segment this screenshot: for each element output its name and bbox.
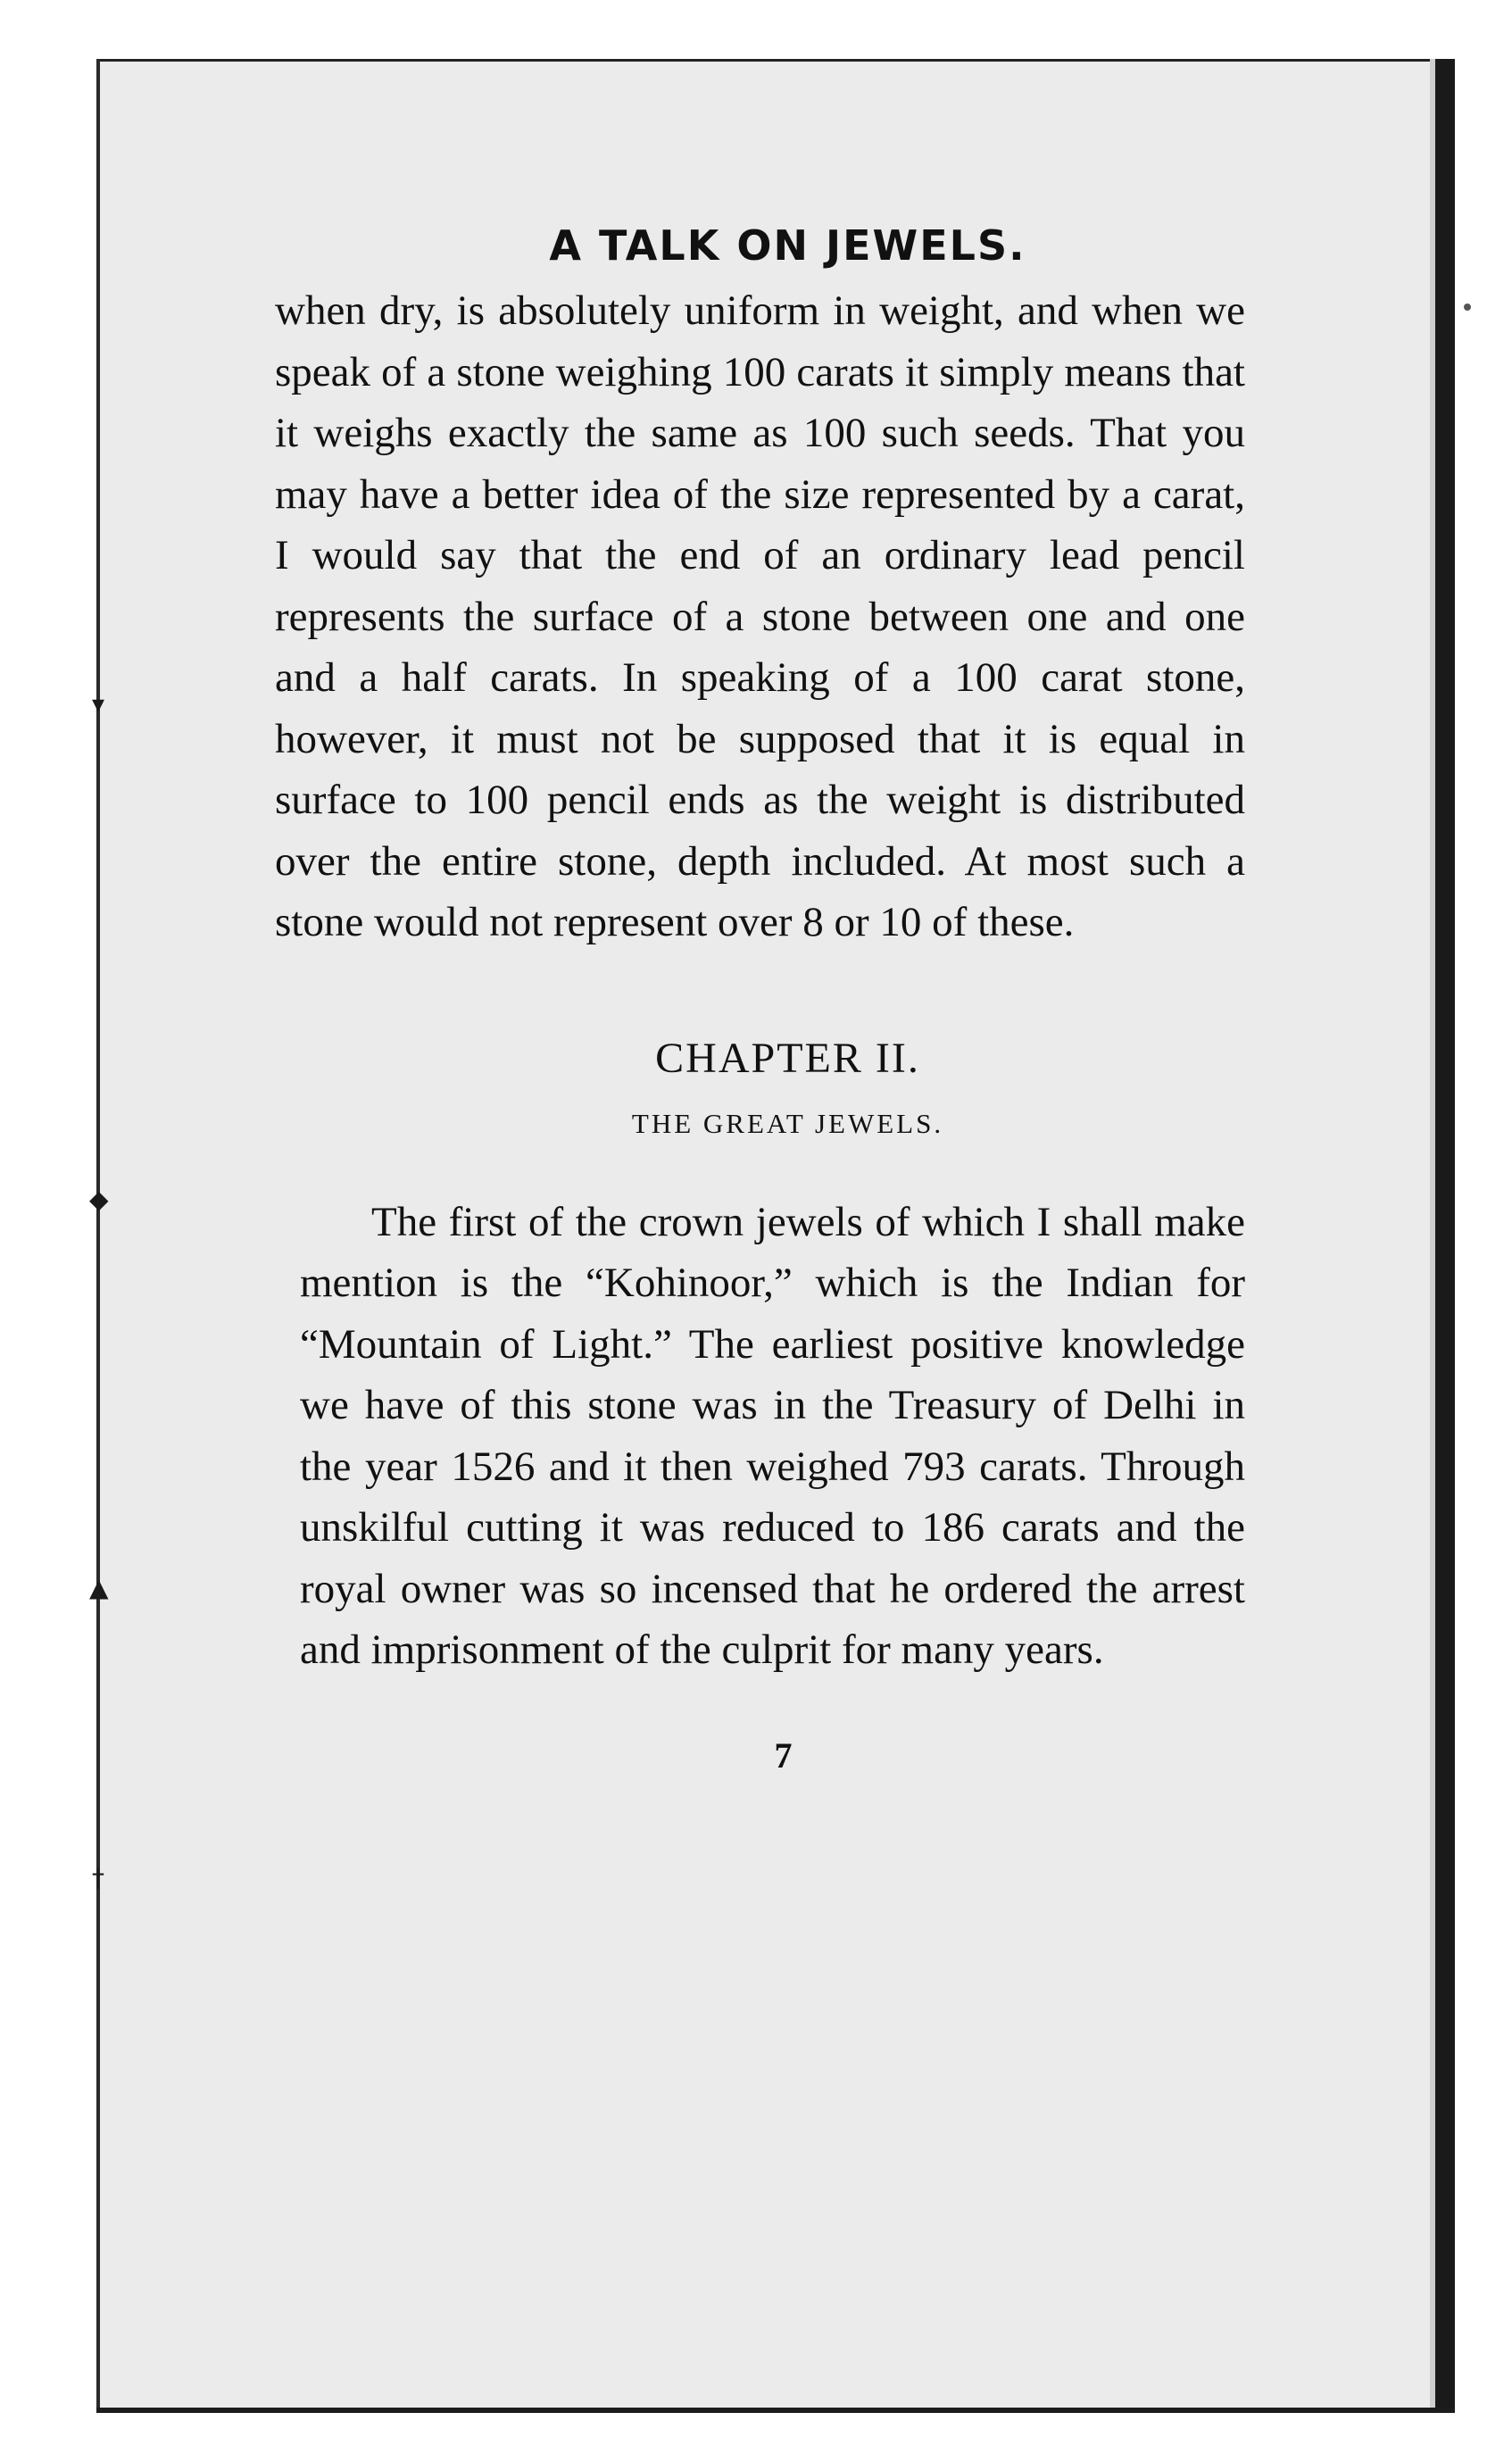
chapter-heading: CHAPTER II. xyxy=(655,1034,920,1082)
page-number: 7 xyxy=(774,1734,793,1776)
margin-mark-3: ▲ xyxy=(89,1573,109,1602)
margin-mark-1: ▾ xyxy=(91,689,105,719)
page-content xyxy=(268,205,1245,1776)
page-right-edge xyxy=(1430,59,1455,2411)
page-bottom-edge xyxy=(96,2408,1455,2413)
chapter-subtitle: THE GREAT JEWELS. xyxy=(631,1107,944,1139)
page-left-edge xyxy=(96,59,100,2411)
page-top-edge xyxy=(98,59,1433,62)
paragraph-chapter-opening: The first of the crown jewels of which I shall make mention is the “Kohinoor,” which is the Indian for “Mountain of Light.” The earliest positive knowledge we have of this stone was in the Treasury of Delhi in the year 1526 and it then weighed 793 carats. Through unskilful cutting it was reduced to 186 carats and the royal owner was so incensed that he ordered the arrest and imprisonment of the culprit for many years. xyxy=(300,1198,1245,1673)
running-head: A TALK ON JEWELS. xyxy=(549,221,1026,270)
margin-speck xyxy=(1464,304,1471,311)
margin-mark-4: † xyxy=(92,1863,104,1892)
margin-mark-2: ◆ xyxy=(89,1185,109,1214)
paragraph-continued: when dry, is absolutely uniform in weight, and when we speak of a stone weighing 100 carats it simply means that it weighs exactly the same as 100 such seeds. That you may have a better idea of the size represented by a carat, I would say that the end of an ordinary lead pencil represents the surface of a stone between one and one and a half carats. In speaking of a 100 carat stone, however, it must not be supposed that it is equal in surface to 100 pencil ends as the weight is distributed over the entire stone, depth included. At most such a stone would not represent over 8 or 10 of these. xyxy=(275,287,1245,945)
